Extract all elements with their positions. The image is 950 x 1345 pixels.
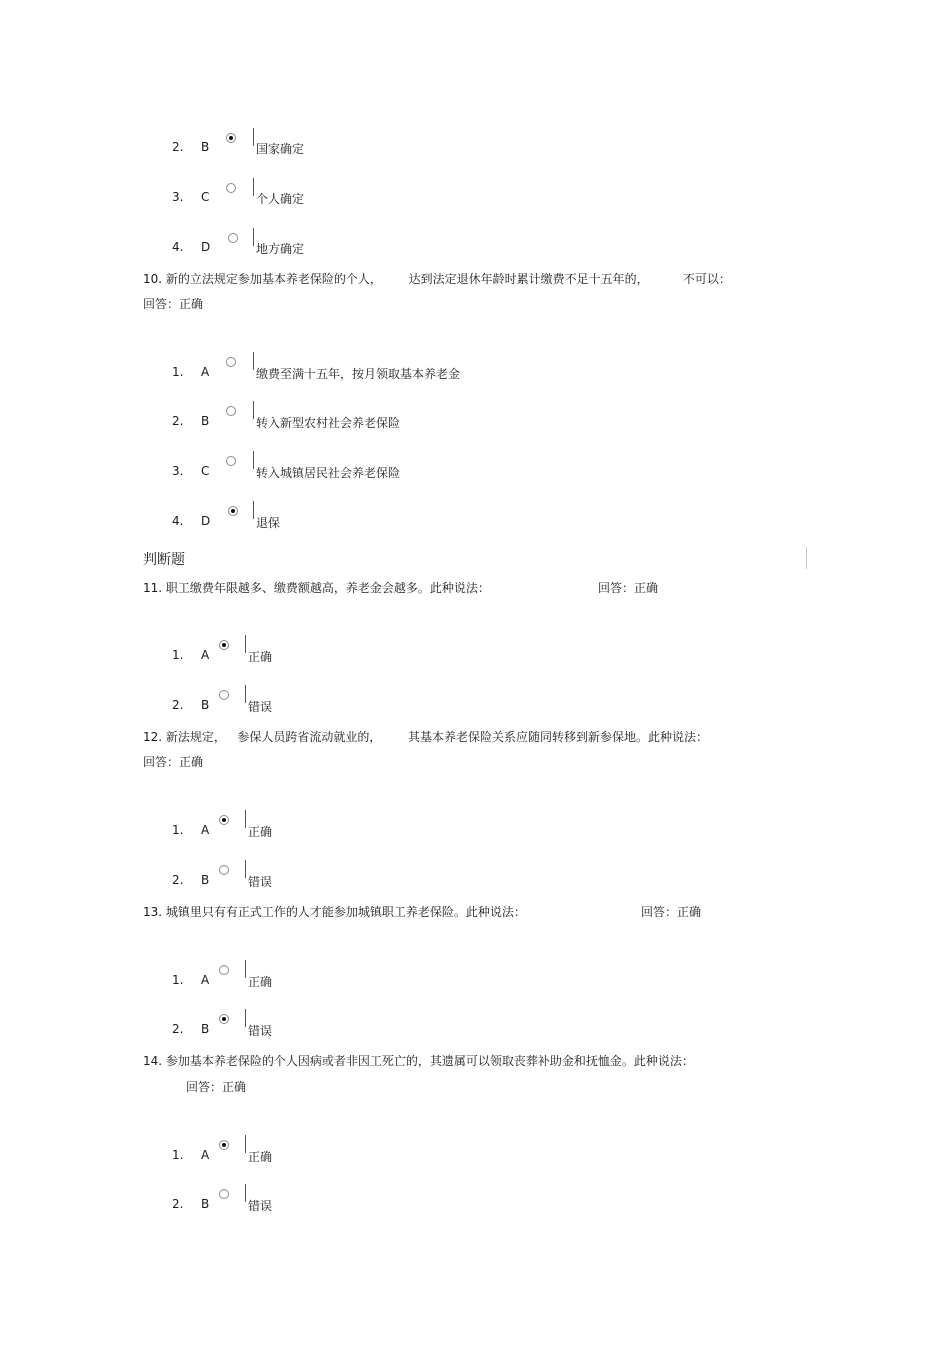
- option-number: 1.: [172, 365, 184, 379]
- question-13-text: 13. 城镇里只有有正式工作的人才能参加城镇职工养老保险。此种说法：: [143, 905, 526, 919]
- divider: [806, 547, 807, 569]
- option-text: 错误: [248, 700, 273, 714]
- radio-unchecked-icon[interactable]: [226, 406, 236, 416]
- radio-unchecked-icon[interactable]: [219, 690, 229, 700]
- option-number: 2.: [172, 140, 184, 154]
- option-text: 正确: [248, 1150, 273, 1164]
- option-letter: A: [201, 365, 210, 379]
- option-letter: A: [201, 973, 210, 987]
- option-letter: B: [201, 140, 210, 154]
- option-letter: A: [201, 823, 210, 837]
- option-letter: D: [201, 240, 211, 254]
- divider: [253, 401, 254, 419]
- option-letter: B: [201, 1022, 210, 1036]
- option-number: 2.: [172, 1197, 184, 1211]
- radio-unchecked-icon[interactable]: [219, 1189, 229, 1199]
- divider: [245, 1009, 246, 1027]
- option-text: 退保: [256, 516, 281, 530]
- option-letter: C: [201, 190, 210, 204]
- option-number: 1.: [172, 973, 184, 987]
- option-letter: A: [201, 648, 210, 662]
- option-number: 1.: [172, 823, 184, 837]
- option-letter: B: [201, 1197, 210, 1211]
- radio-unchecked-icon[interactable]: [226, 357, 236, 367]
- section-title: 判断题: [143, 552, 185, 568]
- radio-checked-icon[interactable]: [226, 133, 236, 143]
- option-text: 缴费至满十五年，按月领取基本养老金: [256, 367, 461, 381]
- radio-checked-icon[interactable]: [219, 1014, 229, 1024]
- question-13-answer: 回答：正确: [641, 905, 702, 919]
- option-number: 2.: [172, 698, 184, 712]
- question-12-text: 12. 新法规定， 参保人员跨省流动就业的， 其基本养老保险关系应随同转移到新参保地。此种说法：: [143, 730, 709, 744]
- option-text: 错误: [248, 1024, 273, 1038]
- option-text: 转入新型农村社会养老保险: [256, 416, 401, 430]
- divider: [245, 685, 246, 703]
- option-text: 错误: [248, 1199, 273, 1213]
- divider: [253, 128, 254, 146]
- question-12-answer: 回答：正确: [143, 755, 204, 769]
- option-letter: B: [201, 414, 210, 428]
- option-number: 3.: [172, 190, 184, 204]
- divider: [245, 1184, 246, 1202]
- option-letter: C: [201, 464, 210, 478]
- option-text: 地方确定: [256, 242, 305, 256]
- option-number: 1.: [172, 648, 184, 662]
- radio-unchecked-icon[interactable]: [226, 183, 236, 193]
- question-11-answer: 回答：正确: [598, 581, 659, 595]
- radio-checked-icon[interactable]: [228, 506, 238, 516]
- radio-checked-icon[interactable]: [219, 815, 229, 825]
- radio-checked-icon[interactable]: [219, 1140, 229, 1150]
- radio-checked-icon[interactable]: [219, 640, 229, 650]
- question-14-answer: 回答：正确: [186, 1080, 247, 1094]
- option-text: 转入城镇居民社会养老保险: [256, 466, 401, 480]
- divider: [253, 228, 254, 246]
- option-text: 正确: [248, 650, 273, 664]
- option-letter: B: [201, 698, 210, 712]
- question-14-text: 14. 参加基本养老保险的个人因病或者非因工死亡的，其遗属可以领取丧葬补助金和抚恤金。此种说法：: [143, 1054, 694, 1068]
- divider: [245, 635, 246, 653]
- question-10-answer: 回答：正确: [143, 297, 204, 311]
- option-number: 4.: [172, 514, 184, 528]
- radio-unchecked-icon[interactable]: [219, 865, 229, 875]
- option-number: 2.: [172, 1022, 184, 1036]
- question-11-text: 11. 职工缴费年限越多、缴费额越高，养老金会越多。此种说法：: [143, 581, 490, 595]
- option-text: 错误: [248, 875, 273, 889]
- divider: [245, 810, 246, 828]
- divider: [245, 1135, 246, 1153]
- option-number: 3.: [172, 464, 184, 478]
- option-number: 1.: [172, 1148, 184, 1162]
- option-letter: B: [201, 873, 210, 887]
- radio-unchecked-icon[interactable]: [228, 233, 238, 243]
- radio-unchecked-icon[interactable]: [219, 965, 229, 975]
- question-10-text: 10. 新的立法规定参加基本养老保险的个人， 达到法定退休年龄时累计缴费不足十五年的， 不可以：: [143, 272, 731, 286]
- divider: [253, 178, 254, 196]
- option-letter: A: [201, 1148, 210, 1162]
- divider: [245, 860, 246, 878]
- radio-unchecked-icon[interactable]: [226, 456, 236, 466]
- option-number: 4.: [172, 240, 184, 254]
- option-number: 2.: [172, 414, 184, 428]
- divider: [245, 960, 246, 978]
- option-number: 2.: [172, 873, 184, 887]
- option-letter: D: [201, 514, 211, 528]
- divider: [253, 501, 254, 519]
- divider: [253, 451, 254, 469]
- option-text: 正确: [248, 975, 273, 989]
- option-text: 正确: [248, 825, 273, 839]
- divider: [253, 352, 254, 370]
- option-text: 个人确定: [256, 192, 305, 206]
- option-text: 国家确定: [256, 142, 305, 156]
